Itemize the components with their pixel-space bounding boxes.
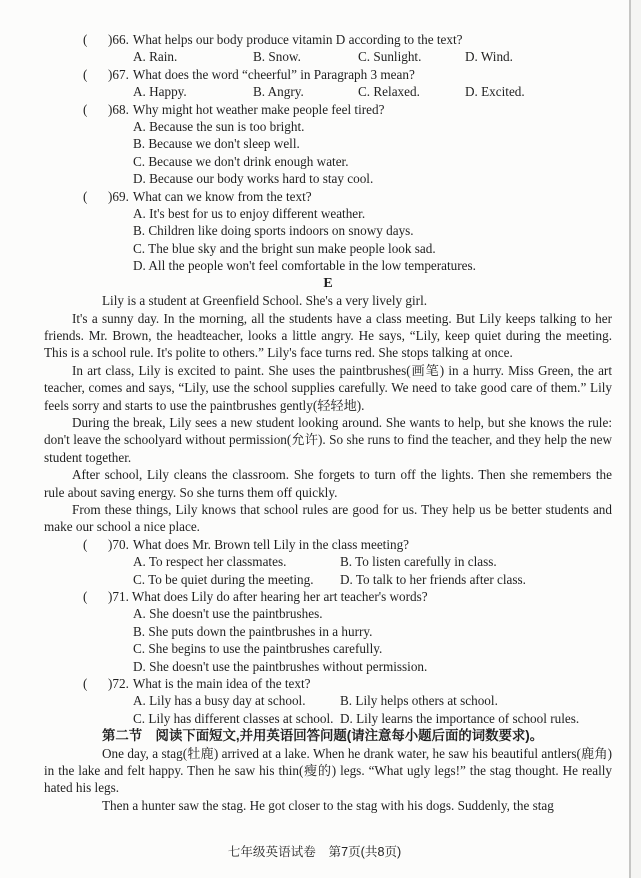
option-b: B. To listen carefully in class. <box>340 554 497 570</box>
question-69 <box>44 188 612 275</box>
option-d: D. Because our body works hard to stay cool. <box>133 171 374 187</box>
question-68 <box>44 101 612 188</box>
question-72 <box>44 675 612 727</box>
option-d: D. To talk to her friends after class. <box>340 571 526 587</box>
passage-paragraph: From these things, Lily knows that school rules are good for us. They help us be better students and make our school a nice place. <box>44 501 612 535</box>
question-options <box>133 553 612 588</box>
option-d: D. All the people won't feel comfortable in the low temperatures. <box>133 258 476 274</box>
option-b: B. Snow. <box>253 49 301 65</box>
answer-bracket: ( <box>83 589 88 604</box>
question-number: )72. <box>108 676 129 692</box>
option-a: A. Because the sun is too bright. <box>133 119 305 135</box>
passage-paragraph: One day, a stag(牡鹿) arrived at a lake. When he drank water, he saw his beautiful antlers(鹿角) in the lake and felt happy. Then he saw his thin(瘦的) legs. “What ugly legs!” the stag thought. He really hated his legs. <box>44 745 612 796</box>
option-a: A. Happy. <box>133 84 187 100</box>
passage-paragraph: It's a sunny day. In the morning, all the students have a class meeting. But Lily keeps talking to her friends. Mr. Brown, the headteacher, looks a little angry. He says, “Lily, keep quiet during the meeting. This is a school rule. It's polite to others.” Lily's face turns red. She stops talking at once. <box>44 310 612 361</box>
option-b: B. Children like doing sports indoors on snowy days. <box>133 223 414 239</box>
scan-edge-strip <box>631 0 641 878</box>
section-2-heading: 第二节 阅读下面短文,并用英语回答问题(请注意每小题后面的词数要求)。 <box>102 728 544 744</box>
answer-bracket: ( <box>83 66 88 82</box>
question-options <box>133 48 612 65</box>
option-c: C. Relaxed. <box>358 84 420 100</box>
answer-bracket: ( <box>83 101 88 117</box>
option-d: D. Excited. <box>465 84 525 100</box>
option-c: C. The blue sky and the bright sun make people look sad. <box>133 240 436 256</box>
question-head <box>44 31 612 48</box>
passage-paragraph: After school, Lily cleans the classroom. She forgets to turn off the lights. Then she remembers the rule about saving energy. So she turns them off quickly. <box>44 467 612 500</box>
question-options <box>133 83 612 100</box>
question-head <box>44 66 612 83</box>
question-number: )71. What does Lily do after hearing her art teacher's words? <box>108 589 428 604</box>
option-a: A. Rain. <box>133 49 178 65</box>
passage-paragraph: Then a hunter saw the stag. He got closer to the stag with his dogs. Suddenly, the stag <box>102 797 554 813</box>
option-c: C. Because we don't drink enough water. <box>133 153 349 169</box>
question-head <box>44 588 612 605</box>
question-head <box>44 675 612 692</box>
option-d: D. Lily learns the importance of school rules. <box>340 710 580 726</box>
option-d: D. Wind. <box>465 49 513 65</box>
question-70 <box>44 536 612 588</box>
answer-bracket: ( <box>83 32 88 47</box>
question-text: What is the main idea of the text? <box>132 676 311 692</box>
question-66 <box>44 31 612 66</box>
question-head <box>44 188 612 205</box>
option-b: B. Lily helps others at school. <box>340 693 498 709</box>
option-a: A. She doesn't use the paintbrushes. <box>133 606 323 622</box>
option-b: B. Angry. <box>253 84 304 100</box>
question-number: )66. <box>108 32 129 47</box>
question-number: )68. <box>108 101 129 117</box>
answer-bracket: ( <box>83 536 88 552</box>
question-number: )70. <box>108 536 129 552</box>
option-c: C. Lily has different classes at school. <box>133 710 334 726</box>
answer-bracket: ( <box>83 676 88 692</box>
question-71 <box>44 588 612 675</box>
option-c: C. Sunlight. <box>358 49 422 65</box>
question-number: )67. <box>108 66 129 82</box>
option-a: A. To respect her classmates. <box>133 554 287 570</box>
option-a: A. Lily has a busy day at school. <box>133 693 306 709</box>
question-head <box>44 536 612 553</box>
question-head <box>44 101 612 118</box>
question-67 <box>44 66 612 101</box>
option-a: A. It's best for us to enjoy different weather. <box>133 206 366 222</box>
option-d: D. She doesn't use the paintbrushes without permission. <box>133 658 428 674</box>
option-c: C. She begins to use the paintbrushes carefully. <box>133 641 383 657</box>
answer-bracket: ( <box>83 188 88 204</box>
page-content <box>44 31 612 814</box>
passage-section-label: E <box>323 275 333 291</box>
passage-paragraph: During the break, Lily sees a new student looking around. She wants to help, but she knows the rule: don't leave the schoolyard without permission(允许). So she runs to find the teacher, and they help the new student together. <box>44 414 612 465</box>
question-text: What can we know from the text? <box>132 188 312 204</box>
option-b: B. She puts down the paintbrushes in a hurry. <box>133 623 373 639</box>
question-text: Why might hot weather make people feel tired? <box>132 101 385 117</box>
page-footer: 七年级英语试卷 第7页(共8页) <box>227 845 402 859</box>
question-text: What helps our body produce vitamin D according to the text? <box>132 32 463 47</box>
question-number: )69. <box>108 188 129 204</box>
question-text: What does the word “cheerful” in Paragraph 3 mean? <box>132 66 415 82</box>
option-c: C. To be quiet during the meeting. <box>133 571 314 587</box>
passage-paragraph: In art class, Lily is excited to paint. She uses the paintbrushes(画笔) in a hurry. Miss Green, the art teacher, comes and says, “Lily, use the school supplies carefully. We need to take good care of them.” Lily feels sorry and starts to use the paintbrushes gently(轻轻地). <box>44 362 612 413</box>
option-b: B. Because we don't sleep well. <box>133 136 300 152</box>
passage-paragraph: Lily is a student at Greenfield School. She's a very lively girl. <box>102 293 428 309</box>
question-text: What does Mr. Brown tell Lily in the class meeting? <box>132 536 410 552</box>
question-options <box>133 692 612 727</box>
